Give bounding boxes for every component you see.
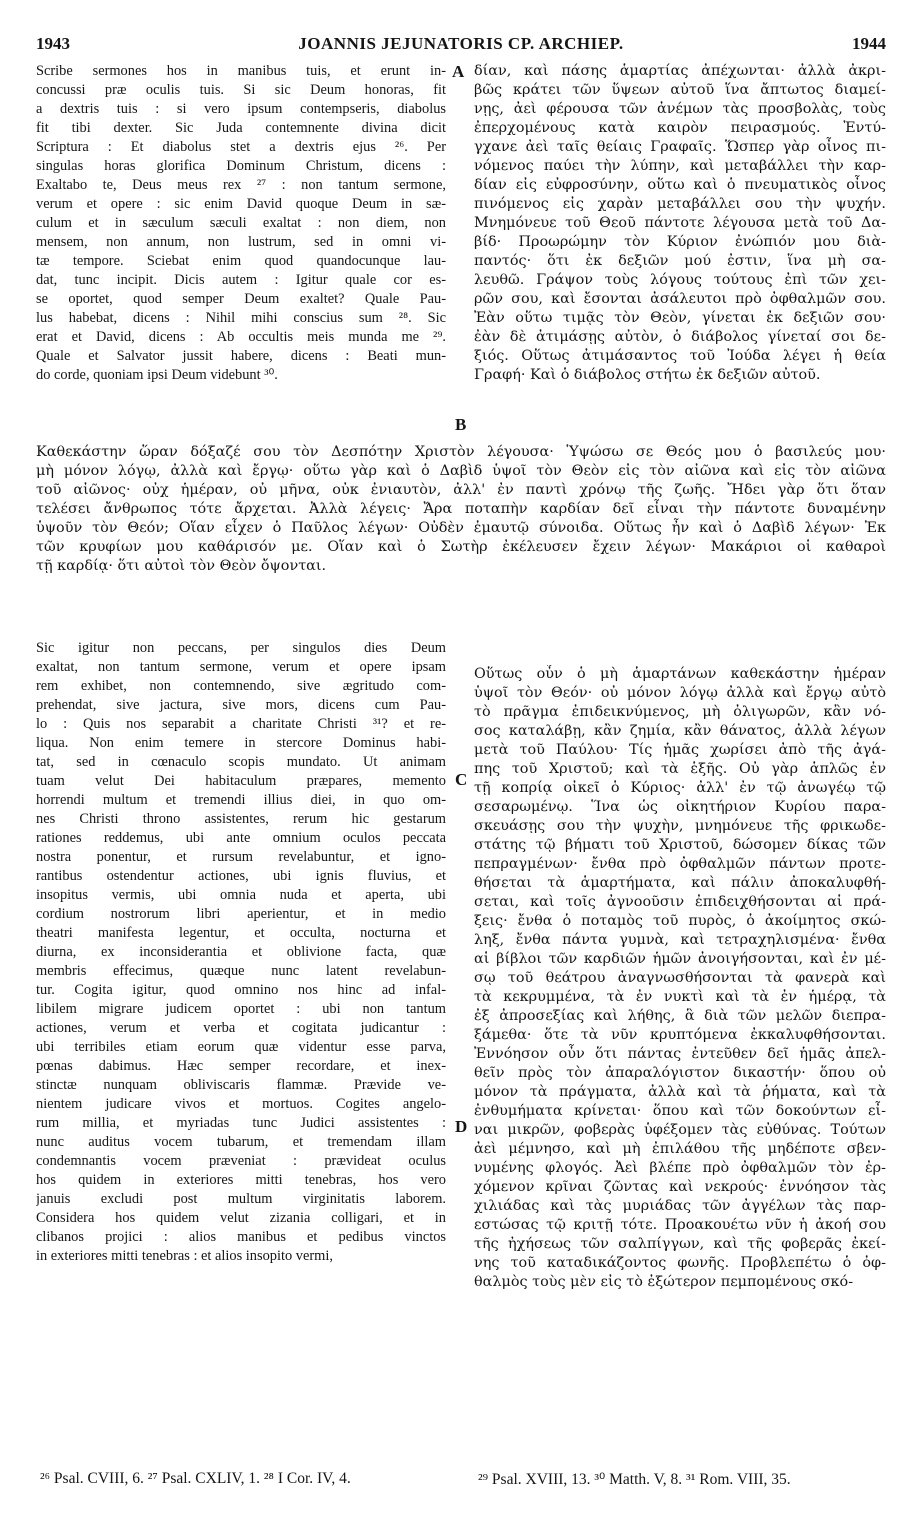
text-line: pœnas dabimus. Hæc semper recordare, et inex- bbox=[36, 1058, 446, 1074]
right-page-number: 1944 bbox=[852, 34, 886, 53]
text-line: πης τοῦ Χριστοῦ; καὶ τὰ ἑξῆς. Οὐ γὰρ ἁπλῶς ἐν bbox=[474, 761, 886, 777]
text-line: Quale et Salvator jussit habere, dicens : Beati mun- bbox=[36, 348, 446, 364]
text-line: rem exhibet, non contemnendo, sive ægritudo com- bbox=[36, 678, 446, 694]
text-line: Considera hos quidem velut zizania colligari, et in bbox=[36, 1210, 446, 1226]
text-line: rum millia, et myriadas tunc Judici assistentes : bbox=[36, 1115, 446, 1131]
text-line: Ἐννόησον οὖν ὅτι πάντας ἐντεῦθεν δεῖ ἡμᾶς ἀπελ- bbox=[474, 1046, 886, 1062]
text-line: θήσεται τὰ ἁμαρτήματα, καὶ πάλιν ἀποκαλυφθή- bbox=[474, 875, 886, 891]
text-line: tat, sed in cœnaculo scopis mundato. Ut animam bbox=[36, 754, 446, 770]
text-line: ubi terribiles etiam eorum quæ videntur esse parva, bbox=[36, 1039, 446, 1055]
text-line: ἐνθυμήματα κρίνεται· ὅπου καὶ τῶν δοκούντων εἶ- bbox=[474, 1103, 886, 1119]
text-line: πινόμενος εἰς χαρὰν μεταβάλλει σου τὴν ψυχήν. bbox=[474, 196, 886, 212]
text-line: nientem judicare vivos et mortuos. Cogites angelo- bbox=[36, 1096, 446, 1112]
text-line: tuam velut Dei habitaculum præpares, memento bbox=[36, 773, 446, 789]
footnotes-left: ²⁶ Psal. CVIII, 6. ²⁷ Psal. CXLIV, 1. ²⁸ I Cor. IV, 4. bbox=[40, 1470, 351, 1487]
text-line: αἱ βίβλοι τῶν καρδιῶν ἡμῶν ἀνοιγήσονται, καὶ ἐν μέ- bbox=[474, 951, 886, 967]
running-header bbox=[36, 34, 886, 60]
text-line: ξάμεθα· ὅτε τὰ νῦν κρυπτόμενα ἐκκαλυφθήσονται. bbox=[474, 1027, 886, 1043]
text-line: Καθεκάστην ὥραν δόξαζέ σου τὸν Δεσπότην Χριστὸν λέγουσα· Ὑψώσω σε Θεός μου ὁ βασιλεύς μου· bbox=[36, 444, 886, 460]
text-line: exaltat, non tantum sermone, verum et opere ipsam bbox=[36, 659, 446, 675]
text-line: σῳ τοῦ θεάτρου ἀναγνωσθήσονται τὰ φανερὰ καὶ bbox=[474, 970, 886, 986]
text-line: νῃς, ἀεὶ φέρουσα τῶν ἀνέμων τὰς προσβολὰς, τοὺς bbox=[474, 101, 886, 117]
text-line: actiones, verum et verba et cogitata judicantur : bbox=[36, 1020, 446, 1036]
greek-column-bottom bbox=[474, 665, 886, 1292]
footnotes-right: ²⁹ Psal. XVIII, 13. ³⁰ Matth. V, 8. ³¹ Rom. VIII, 35. bbox=[478, 1471, 791, 1488]
text-line: Scriptura : Et diabolus stet a dextris ejus ²⁶. Per bbox=[36, 139, 446, 155]
text-line: μόνον τὰ πράγματα, ἀλλὰ καὶ τὰ ῥήματα, καὶ τὰ bbox=[474, 1084, 886, 1100]
text-line: erat et David, dicens : Ab occultis meis munda me ²⁹. bbox=[36, 329, 446, 345]
text-line: concussi præ oculis tuis. Si sic Deum honoras, fit bbox=[36, 82, 446, 98]
text-line: τελέσει ἄνθρωπος τότε ἄρχεται. Ἀλλὰ λέγεις· Ἄρα ποταπὴν καρδίαν δεῖ εἶναι τὴν πάντοτε δυναμένην bbox=[36, 501, 886, 517]
text-line: rantibus ostendentur actiones, ubi ignis fluvius, et bbox=[36, 868, 446, 884]
text-line: Γραφή· Καὶ ὁ διάβολος στήτω ἐκ δεξιῶν αὐτοῦ. bbox=[474, 367, 821, 383]
text-line: mensem, non annum, non lustrum, sed in omni vi- bbox=[36, 234, 446, 250]
text-line: δίαν εἰς εὐφροσύνην, οὕτω καὶ ὁ πνευματικὸς οἶνος bbox=[474, 177, 886, 193]
text-line: ἐπερχομένους κατὰ καιρὸν πειρασμούς. Ἐντύ- bbox=[474, 120, 886, 136]
text-line: ναι μικρῶν, φοβερὰς ὑφέξομεν τὰς εὐθύνας. Τούτων bbox=[474, 1122, 886, 1138]
text-line: σκευάσῃς σου τὴν ψυχὴν, μνημόνευε τῆς φρικωδε- bbox=[474, 818, 886, 834]
text-line: νυμένης φλογός. Ἀεὶ βλέπε πρὸ ὀφθαλμῶν τὸν ἐρ- bbox=[474, 1160, 886, 1176]
text-line: culum et in sæculum sæculi exaltat : non diem, non bbox=[36, 215, 446, 231]
text-line: condemnantis vocem præveniat : prævideat oculus bbox=[36, 1153, 446, 1169]
text-line: nunc auditus vocem tubarum, et tremendam illam bbox=[36, 1134, 446, 1150]
text-line: diurna, ex inconsiderantia et oblivione facta, quæ bbox=[36, 944, 446, 960]
margin-marker-d: D bbox=[455, 1117, 468, 1136]
text-line: Sic igitur non peccans, per singulos dies Deum bbox=[36, 640, 446, 656]
text-line: ὑψοῖ τὸν Θεόν· οὐ μόνον λόγῳ ἀλλὰ καὶ ἔργῳ αὐτὸ bbox=[474, 685, 886, 701]
text-line: singulas horas glorifica Dominum Christum, dicens : bbox=[36, 158, 446, 174]
text-line: νόμενος παύει τὴν λύπην, καὶ μεταβάλλει τὴν καρ- bbox=[474, 158, 886, 174]
text-line: Ἐὰν οὕτω τιμᾷς τὸν Θεὸν, γίνεται ἐκ δεξιῶν σου· bbox=[474, 310, 886, 326]
running-title: JOANNIS JEJUNATORIS CP. ARCHIEP. bbox=[298, 34, 624, 53]
left-page-number: 1943 bbox=[36, 34, 70, 53]
text-line: ρῶν σου, καὶ ἔσονται ἀσάλευτοι πρὸ ὀφθαλμῶν σου. bbox=[474, 291, 886, 307]
text-line: stinctæ nunquam obliviscaris flammæ. Prævide ve- bbox=[36, 1077, 446, 1093]
text-line: ἐὰν δὲ ἀτιμάσῃς αὐτὸν, ὁ διάβολος γίνεταί σοι δε- bbox=[474, 329, 886, 345]
text-line: hos quidem in exteriores mitti tenebras, hos vero bbox=[36, 1172, 446, 1188]
latin-column-bottom bbox=[36, 639, 446, 1266]
text-line: do corde, quoniam ipsi Deum videbunt ³⁰. bbox=[36, 367, 278, 383]
margin-marker-b: B bbox=[455, 415, 467, 434]
text-line: theatri manifesta legentur, et occulta, nocturna et bbox=[36, 925, 446, 941]
text-line: βίδ· Προωρώμην τὸν Κύριον ἐνώπιόν μου διὰ- bbox=[474, 234, 886, 250]
text-line: tæ tempore. Sciebat enim quod quandocunque lau- bbox=[36, 253, 446, 269]
text-line: nes Christi throno assistentes, rerum hic gestarum bbox=[36, 811, 446, 827]
text-line: χόμενον κρῖναι ζῶντας καὶ νεκρούς· ἐννόησον τὰς bbox=[474, 1179, 886, 1195]
text-line: πεπραγμένων· ἔνθα πρὸ ὀφθαλμῶν πάντων προτε- bbox=[474, 856, 886, 872]
text-line: Μνημόνευε τοῦ Θεοῦ πάντοτε λέγουσα μετὰ τοῦ Δα- bbox=[474, 215, 886, 231]
text-line: Scribe sermones hos in manibus tuis, et erunt in- bbox=[36, 63, 446, 79]
text-line: μὴ μόνον λόγῳ, ἀλλὰ καὶ ἔργῳ· οὕτω γὰρ καὶ ὁ Δαβὶδ ὑψοῖ τὸν Θεὸν εἰς τὸν αἰῶνα καὶ εἰς τὸν αἰῶνα bbox=[36, 463, 886, 479]
text-line: ὑψοῦν τὸν Θεόν; Οἵαν εἶχεν ὁ Παῦλος λέγων· Οὐδὲν ἐμαυτῷ σύνοιδα. Οὕτως ἦν καὶ ὁ Δαβὶδ λέγων· Ἐκ bbox=[36, 520, 886, 536]
text-line: τοῦ αἰῶνος· οὐχ ἡμέραν, οὐ μῆνα, οὐκ ἐνιαυτὸν, ἀλλ' ἐν παντὶ χρόνῳ τῆς ζωῆς. Ἤδει γὰρ ὅτι ὅταν bbox=[36, 482, 886, 498]
text-line: horrendi multum et tremendi illius diei, in quo om- bbox=[36, 792, 446, 808]
text-line: januis excludi post multum virginitatis laborem. bbox=[36, 1191, 446, 1207]
text-line: membris effecimus, quæque nunc latent revelabun- bbox=[36, 963, 446, 979]
text-line: prehendat, sive jactura, sive mors, dicens cum Pau- bbox=[36, 697, 446, 713]
text-line: lo : Quis nos separabit a charitate Christi ³¹? et re- bbox=[36, 716, 446, 732]
text-line: rationes reddemus, ubi ante omnium oculos peccata bbox=[36, 830, 446, 846]
text-line: dat, tunc incipit. Dicis autem : Igitur quale cor es- bbox=[36, 272, 446, 288]
text-line: ἐξ ἀπροσεξίας καὶ λήθης, ἃ διὰ τῶν μελῶν διεπρα- bbox=[474, 1008, 886, 1024]
text-line: σεσαρωμένῳ. Ἵνα ὡς οἰκητήριον Κυρίου παρα- bbox=[474, 799, 886, 815]
text-line: nostra ponentur, et rursum revelabuntur, et igno- bbox=[36, 849, 446, 865]
greek-column-top bbox=[474, 62, 886, 385]
text-line: τὰ κεκρυμμένα, τὰ ἐν νυκτὶ καὶ τὰ ἐν ἡμέρᾳ, τὰ bbox=[474, 989, 886, 1005]
text-line: in exteriores mitti tenebras : et alios insopito vermi, bbox=[36, 1248, 333, 1264]
text-line: θαλμὸς τοὺς μὲν εἰς τὸ ἐξώτερον πεμπομένους σκό- bbox=[474, 1274, 854, 1290]
margin-marker-a: A bbox=[452, 62, 465, 81]
text-line: γχανε ἀεὶ ταῖς θείαις Γραφαῖς. Ὥσπερ γὰρ οἶνος πι- bbox=[474, 139, 886, 155]
text-line: θεῖν πρὸς τὸν ἀπαραλόγιστον δικαστήν· ὅπου οὐ bbox=[474, 1065, 886, 1081]
text-line: ληξ, ἔνθα πάντα γυμνὰ, καὶ τετραχηλισμένα· ἔνθα bbox=[474, 932, 886, 948]
text-line: insopitus vermis, ubi omnia nuda et aperta, ubi bbox=[36, 887, 446, 903]
text-line: μετὰ τοῦ Παύλου· Τίς ἡμᾶς χωρίσει ἀπὸ τῆς ἀγά- bbox=[474, 742, 886, 758]
text-line: σος καταλάβῃ, κἂν ζημία, κἂν θάνατος, ἀλλὰ λέγων bbox=[474, 723, 886, 739]
text-line: νης τοῦ καταδικάζοντος φωνῆς. Προβλεπέτω ὁ ὀφ- bbox=[474, 1255, 886, 1271]
greek-wide-paragraph bbox=[36, 443, 886, 576]
text-line: σεται, καὶ τοῖς ἀγνοοῦσιν ἐπιδειχθήσονται αἱ πρά- bbox=[474, 894, 886, 910]
text-line: στάτης τῷ βήματι τοῦ Χριστοῦ, δώσομεν δίκας τῶν bbox=[474, 837, 886, 853]
text-line: δίαν, καὶ πάσης ἁμαρτίας ἀπέχωνται· ἀλλὰ ἀκρι- bbox=[474, 63, 886, 79]
text-line: τῇ καρδίᾳ· ὅτι αὐτοὶ τὸν Θεὸν ὄψονται. bbox=[36, 558, 327, 574]
text-line: ἀεὶ μέμνησο, καὶ μὴ ἐπιλάθου τῆς μηδέποτε σβεν- bbox=[474, 1141, 886, 1157]
text-line: verum et opere : sic enim David quoque Deum in sæ- bbox=[36, 196, 446, 212]
text-line: a dextris tuis : si vero ipsum contempseris, diabolus bbox=[36, 101, 446, 117]
text-line: tur. Cogita igitur, quod omnino nos hinc ad infal- bbox=[36, 982, 446, 998]
text-line: liqua. Non enim temere in stercore Dominus habi- bbox=[36, 735, 446, 751]
text-line: λευθῶ. Γράψον τοὺς λόγους τούτους ἐπὶ τῶν χει- bbox=[474, 272, 886, 288]
text-line: libilem migrare judicem oportet : ubi non tantum bbox=[36, 1001, 446, 1017]
margin-marker-c: C bbox=[455, 770, 468, 789]
text-line: se oportet, quod semper Deum exaltet? Quale Pau- bbox=[36, 291, 446, 307]
text-line: cordium nostrorum libri aperientur, et in medio bbox=[36, 906, 446, 922]
text-line: χιλιάδας καὶ τὰς μυριάδας τῶν ἀγγέλων τὰς παρ- bbox=[474, 1198, 886, 1214]
text-line: παντός· ὅτι ἐκ δεξιῶν μού ἐστιν, ἵνα μὴ σα- bbox=[474, 253, 886, 269]
text-line: τὸ πρᾶγμα ἐπιδεικνύμενος, μὴ ὀλιγωρῶν, κἂν νό- bbox=[474, 704, 886, 720]
text-line: ξιός. Οὕτως ἀτιμάσαντος τοῦ Ἰούδα λέγει ἡ θεία bbox=[474, 348, 886, 364]
latin-column-top bbox=[36, 62, 446, 385]
text-line: εστώσας τῷ κριτῇ τότε. Προακουέτω νῦν ἡ ἀκοή σου bbox=[474, 1217, 886, 1233]
text-line: βῶς κράτει τῶν ὕψεων αὐτοῦ ἵνα ἄπτωτος διαμεί- bbox=[474, 82, 886, 98]
text-line: ξεις· ἔνθα ὁ ποταμὸς τοῦ πυρὸς, ὁ ἀκοίμητος σκώ- bbox=[474, 913, 886, 929]
text-line: τῆς ἠχήσεως τῶν σαλπίγγων, καὶ τῆς φοβερᾶς ἐκεί- bbox=[474, 1236, 886, 1252]
text-line: clibanos projici : alios manibus et pedibus vinctos bbox=[36, 1229, 446, 1245]
text-line: fit tibi dexter. Sic Juda contemnente divina dicit bbox=[36, 120, 446, 136]
text-line: Exaltabo te, Deus meus rex ²⁷ : non tantum sermone, bbox=[36, 177, 446, 193]
text-line: lus habebat, dicens : Nihil mihi conscius sum ²⁸. Sic bbox=[36, 310, 446, 326]
text-line: τῶν κρυφίων μου καθάρισόν με. Οἵαν καὶ ὁ Σωτὴρ ἐκέλευσεν ἔχειν λέγων· Μακάριοι οἱ καθαροὶ bbox=[36, 539, 886, 555]
text-line: τῇ κοπρίᾳ οἰκεῖ ὁ Κύριος· ἀλλ' ἐν τῷ ἀνωγέῳ τῷ bbox=[474, 780, 886, 796]
text-line: Οὕτως οὖν ὁ μὴ ἁμαρτάνων καθεκάστην ἡμέραν bbox=[474, 666, 886, 682]
